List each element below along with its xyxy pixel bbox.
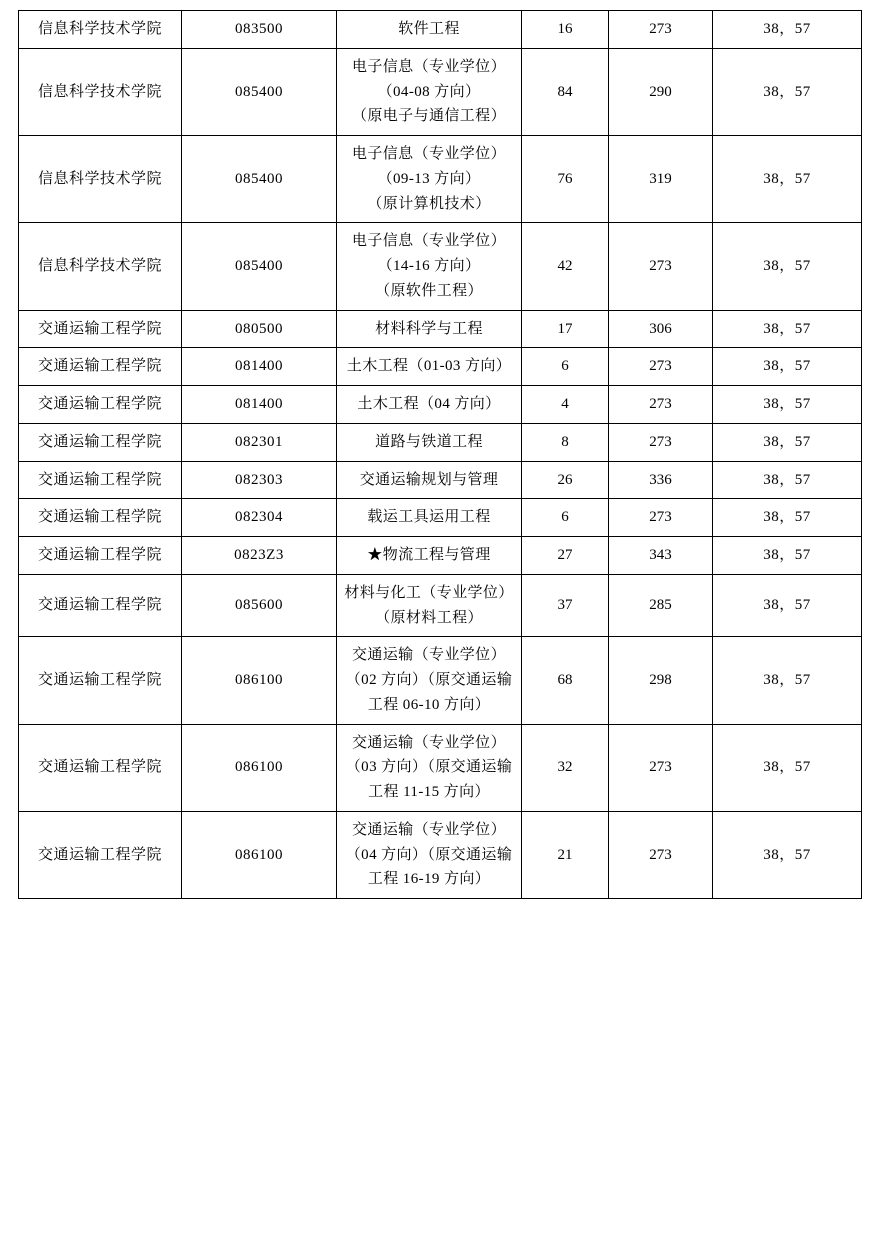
major-name-line: 电子信息（专业学位） — [351, 58, 506, 75]
cell-college: 信息科学技术学院 — [19, 48, 182, 135]
major-name-line: 道路与铁道工程 — [375, 433, 483, 450]
cell-total-score: 273 — [609, 811, 713, 898]
major-name-line: 交通运输（专业学位）（04 方向）（原交通运输工程 16-19 方向） — [345, 821, 513, 888]
cell-single-subject-score: 38，57 — [713, 48, 862, 135]
cell-major-code: 082304 — [182, 499, 337, 537]
cell-single-subject-score: 38，57 — [713, 574, 862, 637]
cell-single-subject-score: 38，57 — [713, 724, 862, 811]
cell-single-subject-score: 38，57 — [713, 499, 862, 537]
cell-plan-count: 68 — [522, 637, 609, 724]
cell-total-score: 285 — [609, 574, 713, 637]
major-name-line: （14-16 方向） — [377, 258, 481, 274]
cell-major-code: 086100 — [182, 811, 337, 898]
cell-major-name — [337, 461, 522, 499]
cell-single-subject-score: 38，57 — [713, 637, 862, 724]
cell-plan-count: 42 — [522, 223, 609, 310]
cell-plan-count: 32 — [522, 724, 609, 811]
cell-major-name — [337, 48, 522, 135]
cell-college: 信息科学技术学院 — [19, 136, 182, 223]
cell-total-score: 290 — [609, 48, 713, 135]
cell-major-name — [337, 136, 522, 223]
cell-plan-count: 84 — [522, 48, 609, 135]
table-row — [19, 11, 862, 49]
cell-college: 交通运输工程学院 — [19, 348, 182, 386]
cell-total-score: 273 — [609, 386, 713, 424]
cell-college: 交通运输工程学院 — [19, 499, 182, 537]
cell-major-code: 081400 — [182, 348, 337, 386]
cell-major-code: 0823Z3 — [182, 537, 337, 575]
major-name-line: 软件工程 — [398, 21, 460, 37]
cell-total-score: 273 — [609, 423, 713, 461]
table-row — [19, 724, 862, 811]
cell-major-code: 086100 — [182, 724, 337, 811]
major-name-line: 电子信息（专业学位） — [351, 146, 506, 162]
cell-major-name — [337, 637, 522, 724]
table-row — [19, 136, 862, 223]
cell-plan-count: 76 — [522, 136, 609, 223]
table-row — [19, 310, 862, 348]
cell-major-code: 085400 — [182, 48, 337, 135]
cell-total-score: 273 — [609, 348, 713, 386]
cell-total-score: 273 — [609, 223, 713, 310]
table-row — [19, 811, 862, 898]
cell-single-subject-score: 38，57 — [713, 348, 862, 386]
cell-major-code: 083500 — [182, 11, 337, 49]
cell-plan-count: 26 — [522, 461, 609, 499]
table-row — [19, 348, 862, 386]
table-body — [19, 11, 862, 899]
cell-major-code: 085400 — [182, 223, 337, 310]
table-row — [19, 48, 862, 135]
cell-plan-count: 6 — [522, 348, 609, 386]
cell-total-score: 319 — [609, 136, 713, 223]
cell-college: 交通运输工程学院 — [19, 310, 182, 348]
cell-major-name — [337, 499, 522, 537]
cell-major-name — [337, 348, 522, 386]
table-row — [19, 637, 862, 724]
cell-plan-count: 4 — [522, 386, 609, 424]
major-name-line: （原软件工程） — [375, 282, 483, 299]
cell-college: 交通运输工程学院 — [19, 637, 182, 724]
cell-single-subject-score: 38，57 — [713, 423, 862, 461]
table-row — [19, 223, 862, 310]
major-name-line: （09-13 方向） — [377, 170, 481, 187]
cell-single-subject-score: 38，57 — [713, 537, 862, 575]
cell-major-name — [337, 386, 522, 424]
cell-major-name — [337, 811, 522, 898]
major-name-line: 交通运输（专业学位）（03 方向）（原交通运输工程 11-15 方向） — [345, 734, 513, 800]
cell-college: 信息科学技术学院 — [19, 223, 182, 310]
cell-college: 信息科学技术学院 — [19, 11, 182, 49]
major-name-line: 土木工程（01-03 方向） — [346, 358, 512, 375]
cell-major-code: 082303 — [182, 461, 337, 499]
cell-single-subject-score: 38，57 — [713, 223, 862, 310]
cell-plan-count: 37 — [522, 574, 609, 637]
cell-single-subject-score: 38，57 — [713, 310, 862, 348]
cell-total-score: 273 — [609, 11, 713, 49]
cell-total-score: 298 — [609, 637, 713, 724]
table-row — [19, 423, 862, 461]
cell-major-name — [337, 310, 522, 348]
cell-college: 交通运输工程学院 — [19, 423, 182, 461]
cell-single-subject-score: 38，57 — [713, 461, 862, 499]
cell-major-code: 082301 — [182, 423, 337, 461]
cell-single-subject-score: 38，57 — [713, 136, 862, 223]
table-row — [19, 461, 862, 499]
major-name-line: （04-08 方向） — [377, 83, 481, 100]
major-name-line: （原材料工程） — [375, 609, 483, 626]
major-name-line: 交通运输规划与管理 — [359, 471, 499, 488]
cell-total-score: 336 — [609, 461, 713, 499]
cell-major-name — [337, 11, 522, 49]
cell-college: 交通运输工程学院 — [19, 724, 182, 811]
cell-total-score: 273 — [609, 724, 713, 811]
cell-college: 交通运输工程学院 — [19, 537, 182, 575]
cell-major-code: 085400 — [182, 136, 337, 223]
cell-single-subject-score: 38，57 — [713, 386, 862, 424]
cell-college: 交通运输工程学院 — [19, 461, 182, 499]
cell-plan-count: 17 — [522, 310, 609, 348]
cell-plan-count: 16 — [522, 11, 609, 49]
cell-major-code: 085600 — [182, 574, 337, 637]
table-row — [19, 574, 862, 637]
admission-score-table — [18, 10, 862, 899]
major-name-line: 电子信息（专业学位） — [351, 233, 506, 250]
cell-plan-count: 21 — [522, 811, 609, 898]
major-name-line: （原计算机技术） — [367, 195, 491, 212]
cell-plan-count: 8 — [522, 423, 609, 461]
table-row — [19, 386, 862, 424]
cell-major-name — [337, 223, 522, 310]
table-row — [19, 499, 862, 537]
cell-major-name — [337, 574, 522, 637]
cell-college: 交通运输工程学院 — [19, 811, 182, 898]
cell-college: 交通运输工程学院 — [19, 574, 182, 637]
cell-single-subject-score: 38，57 — [713, 11, 862, 49]
major-name-line: ★物流工程与管理 — [367, 547, 491, 563]
cell-total-score: 273 — [609, 499, 713, 537]
major-name-line: 材料与化工（专业学位） — [344, 584, 514, 601]
cell-college: 交通运输工程学院 — [19, 386, 182, 424]
major-name-line: （原电子与通信工程） — [351, 108, 506, 125]
cell-single-subject-score: 38，57 — [713, 811, 862, 898]
cell-major-code: 081400 — [182, 386, 337, 424]
cell-plan-count: 6 — [522, 499, 609, 537]
cell-total-score: 306 — [609, 310, 713, 348]
cell-total-score: 343 — [609, 537, 713, 575]
cell-major-code: 080500 — [182, 310, 337, 348]
cell-major-code: 086100 — [182, 637, 337, 724]
cell-plan-count: 27 — [522, 537, 609, 575]
cell-major-name — [337, 423, 522, 461]
major-name-line: 交通运输（专业学位）（02 方向）（原交通运输工程 06-10 方向） — [345, 647, 513, 713]
cell-major-name — [337, 724, 522, 811]
major-name-line: 土木工程（04 方向） — [357, 396, 501, 412]
major-name-line: 载运工具运用工程 — [367, 509, 491, 526]
major-name-line: 材料科学与工程 — [375, 320, 483, 337]
cell-major-name — [337, 537, 522, 575]
table-row — [19, 537, 862, 575]
